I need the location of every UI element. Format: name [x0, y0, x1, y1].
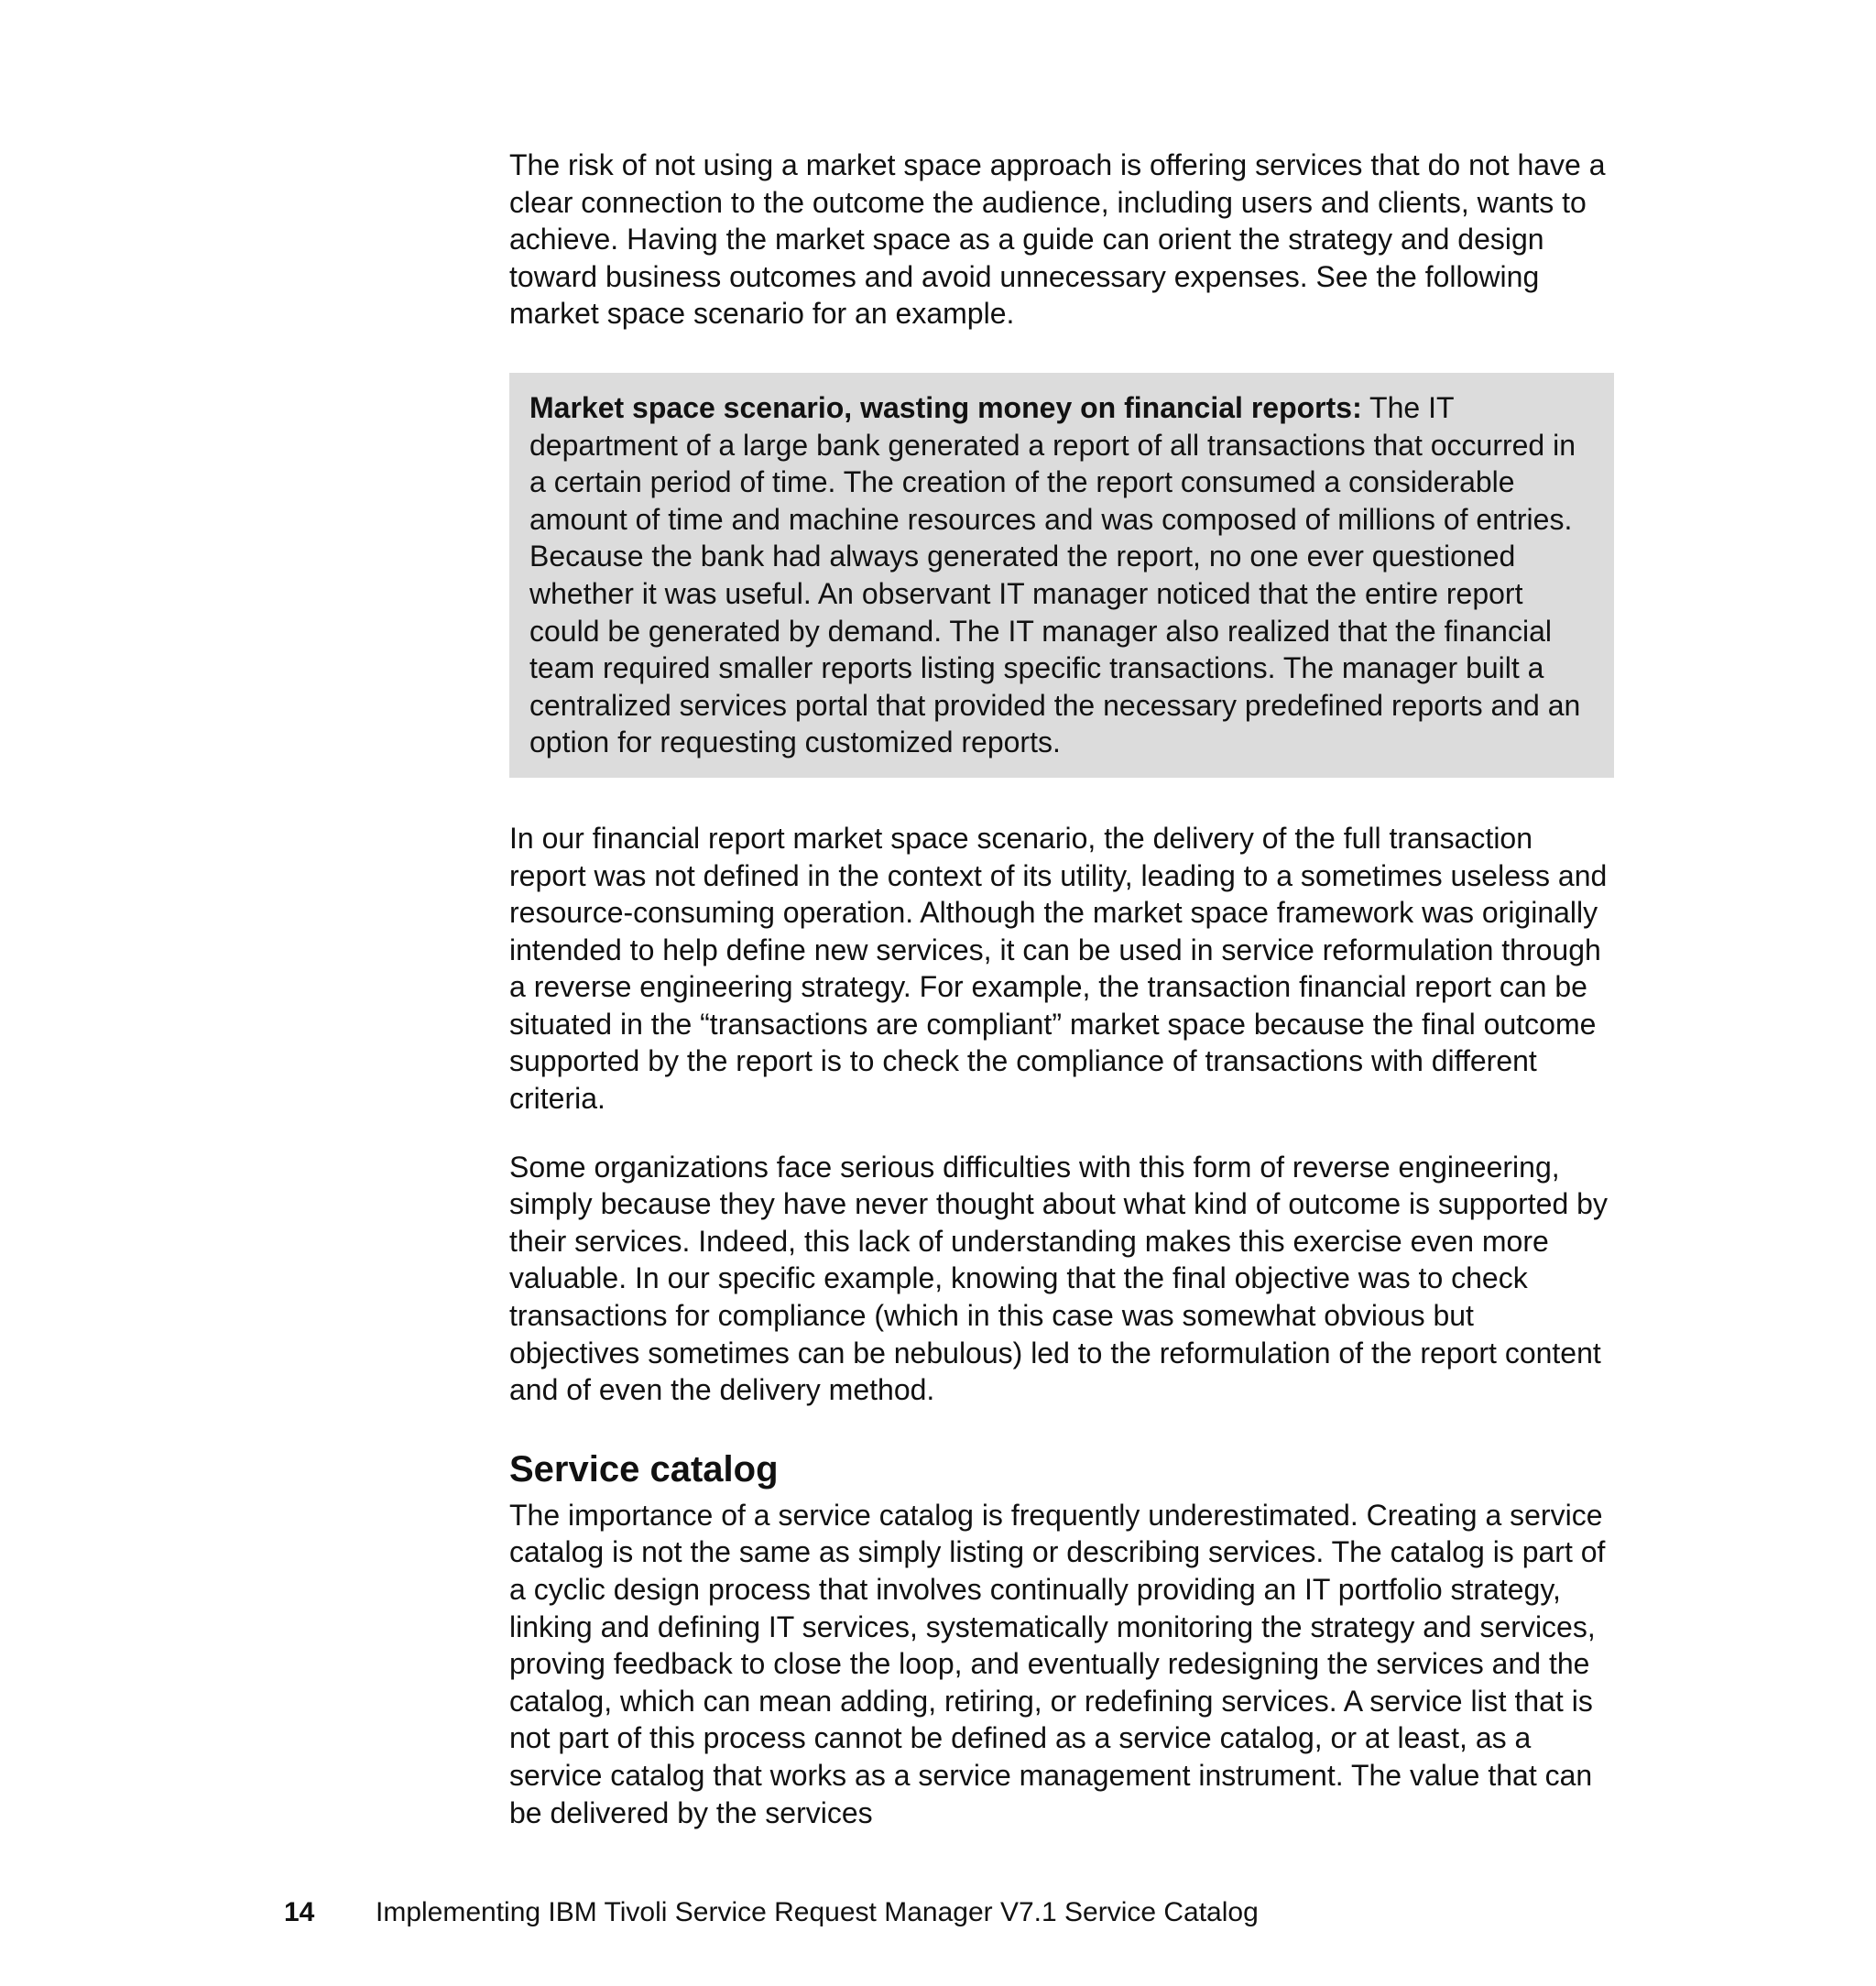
paragraph-reverse-engineering: Some organizations face serious difficulties with this form of reverse engineering, simply because they have never thought about what kind of outcome is supported by their services. Indeed, this lack of understanding makes this exercise even more valuable. In our specific example, knowing that the final objective was to check transactions for compliance (which in this case was somewhat obvious but objectives sometimes can be nebulous) led to the reformulation of the report content and of even the delivery method. [509, 1150, 1608, 1407]
page-number: 14 [284, 1897, 315, 1927]
paragraph-financial-report-scenario: In our financial report market space scenario, the delivery of the full transaction report was not defined in the context of its utility, leading to a sometimes useless and resource-consuming operation. Although the market space framework was originally intended to help define new services, it can be used in service reformulation through a reverse engineering strategy. For example, the transaction financial report can be situated in the “transactions are compliant” market space because the final outcome supported by the report is to check the compliance of transactions with different criteria. [509, 821, 1608, 1116]
paragraph-service-catalog: The importance of a service catalog is frequently underestimated. Creating a service catalog is not the same as simply listing or describing services. The catalog is part of a cyclic design process that involves continually providing an IT portfolio strategy, linking and defining IT services, systematically monitoring the strategy and services, proving feedback to close the loop, and eventually redesigning the services and the catalog, which can mean adding, retiring, or redefining services. A service list that is not part of this process cannot be defined as a service catalog, or at least, as a service catalog that works as a service management instrument. The value that can be delivered by the services [509, 1498, 1606, 1829]
scenario-paragraph [529, 389, 1594, 761]
paragraph-market-space-risk: The risk of not using a market space approach is offering services that do not have a clear connection to the outcome the audience, including users and clients, wants to achieve. Having the market space as a guide can orient the strategy and design toward business outcomes and avoid unnecessary expenses. See the following market space scenario for an example. [509, 148, 1606, 331]
page-footer [284, 1896, 1259, 1929]
scenario-lead-text: Market space scenario, wasting money on financial reports: [529, 390, 1362, 424]
scenario-body-text: The IT department of a large bank generated a report of all transactions that occurred in a certain period of time. The creation of the report consumed a considerable amount of time and machine resources and was composed of millions of entries. Because the bank had always generated the report, no one ever questioned whether it was useful. An observant IT manager noticed that the entire report could be generated by demand. The IT manager also realized that the financial team required smaller reports listing specific transactions. The manager built a centralized services portal that provided the necessary predefined reports and an option for requesting customized reports. [529, 390, 1581, 759]
section-heading-service-catalog: Service catalog [509, 1448, 779, 1490]
page-body [509, 147, 1609, 1831]
book-title: Implementing IBM Tivoli Service Request Manager V7.1 Service Catalog [376, 1897, 1259, 1927]
scenario-callout-box [509, 373, 1614, 778]
